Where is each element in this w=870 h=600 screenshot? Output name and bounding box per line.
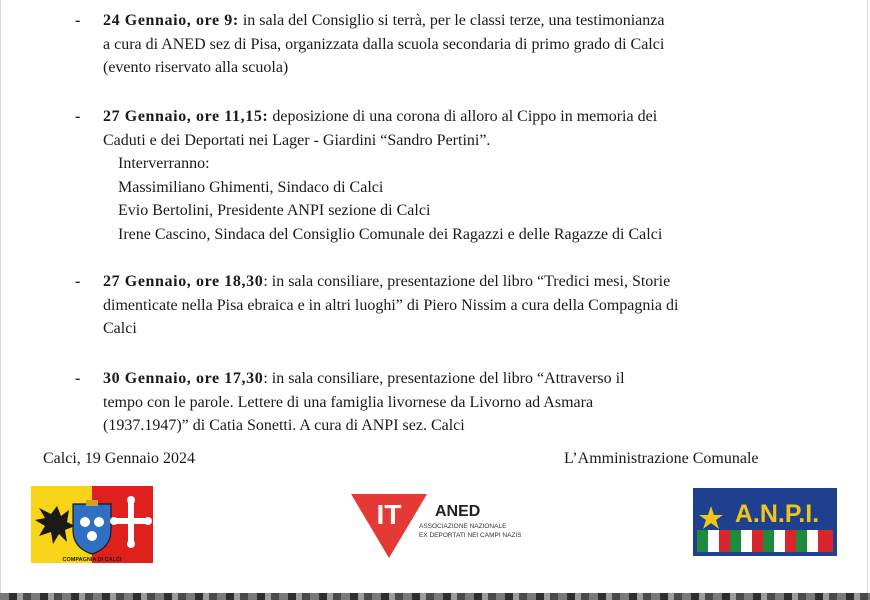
- speakers-intro: Interverranno:: [118, 155, 210, 172]
- aned-logo: [351, 492, 521, 560]
- aned-line-1: ASSOCIAZIONE NAZIONALE: [419, 523, 507, 530]
- event-3-heading: 27 Gennaio, ore 18,30: [103, 273, 264, 290]
- event-1: [103, 9, 803, 80]
- bullet-dash: -: [75, 370, 81, 387]
- bullet-dash: -: [75, 108, 81, 125]
- speakers-list: [103, 152, 803, 246]
- bottom-photo-strip: [0, 593, 870, 600]
- event-1-line-3: (evento riservato alla scuola): [103, 59, 289, 76]
- aned-line-2: EX DEPORTATI NEI CAMPI NAZISTI: [419, 532, 521, 539]
- event-3-line-1: : in sala consiliare, presentazione del libro “Tredici mesi, Storie: [263, 273, 671, 290]
- aned-mark: IT: [376, 499, 402, 530]
- bullet-dash: -: [75, 273, 81, 290]
- bullet-dash: -: [75, 12, 81, 29]
- place-date: Calci, 19 Gennaio 2024: [43, 450, 195, 467]
- speaker-2: Evio Bertolini, Presidente ANPI sezione di Calci: [118, 202, 431, 219]
- speaker-1: Massimiliano Ghimenti, Sindaco di Calci: [118, 178, 384, 196]
- event-4-heading: 30 Gennaio, ore 17,30: [103, 370, 264, 387]
- anpi-flag-icon: [693, 488, 837, 556]
- anpi-logo: [693, 488, 837, 556]
- event-1-line-2: a cura di ANED sez di Pisa, organizzata dalla scuola secondaria di primo grado di Calci: [103, 35, 665, 53]
- calci-logo-caption: COMPAGNIA DI CALCI: [62, 557, 122, 563]
- event-3: [103, 270, 803, 341]
- event-4-line-3: (1937.1947)” di Catia Sonetti. A cura di ANPI sez. Calci: [103, 417, 465, 434]
- aned-name: ANED: [435, 503, 481, 520]
- aned-triangle-icon: [351, 492, 521, 560]
- event-4-line-1: : in sala consiliare, presentazione del libro “Attraverso il: [263, 370, 625, 387]
- calci-logo: [31, 486, 153, 563]
- event-1-heading: 24 Gennaio, ore 9:: [103, 12, 239, 29]
- event-2-line-2: Caduti e dei Deportati nei Lager - Giardini “Sandro Pertini”.: [103, 131, 491, 149]
- event-4-line-2: tempo con le parole. Lettere di una famiglia livornese da Livorno ad Asmara: [103, 393, 594, 411]
- event-2-heading: 27 Gennaio, ore 11,15:: [103, 108, 269, 125]
- event-1-line-1: in sala del Consiglio si terrà, per le classi terze, una testimonianza: [238, 12, 665, 29]
- event-2: [103, 105, 803, 246]
- event-3-line-2: dimenticate nella Pisa ebraica e in altri luoghi” di Piero Nissim a cura della Compagnia di: [103, 296, 679, 314]
- signature: L’Amministrazione Comunale: [564, 450, 759, 467]
- anpi-name: A.N.P.I.: [734, 500, 820, 528]
- speaker-3: Irene Cascino, Sindaca del Consiglio Comunale dei Ragazzi e delle Ragazze di Calci: [118, 225, 663, 243]
- event-4: [103, 367, 803, 438]
- event-2-line-1: deposizione di una corona di alloro al Cippo in memoria dei: [268, 108, 658, 125]
- event-3-line-3: Calci: [103, 320, 137, 337]
- calci-coat-of-arms-icon: [31, 486, 153, 563]
